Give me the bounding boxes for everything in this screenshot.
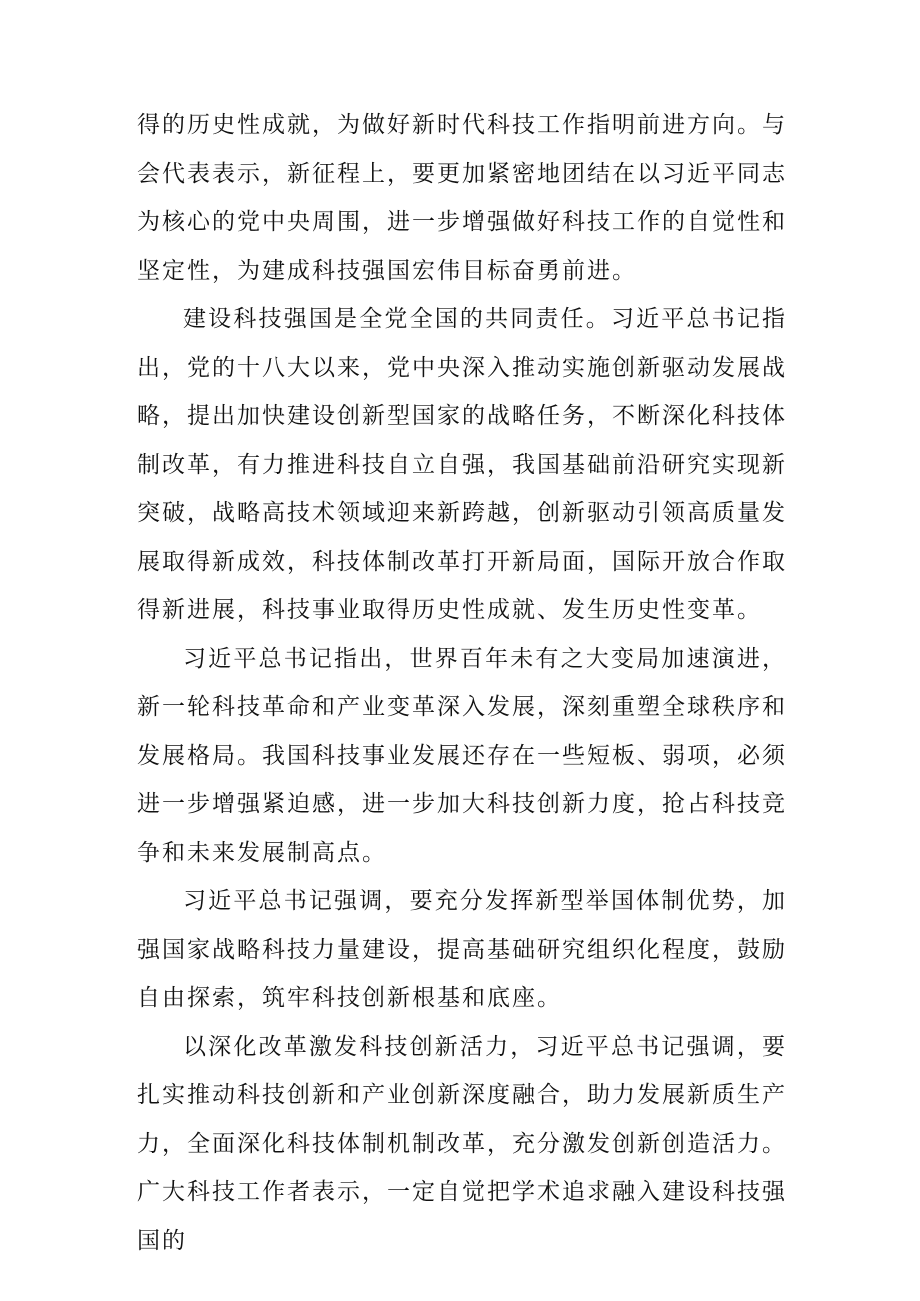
paragraph-global-change: 习近平总书记指出，世界百年未有之大变局加速演进，新一轮科技革命和产业变革深入发展，深刻重塑全球秩序和发展格局。我国科技事业发展还存在一些短板、弱项，必须进一步增强紧迫感，进一步加大科技创新力度，抢占科技竞争和未来发展制高点。 [137, 645, 787, 866]
body-text [137, 101, 787, 1265]
paragraph-responsibility: 建设科技强国是全党全国的共同责任。习近平总书记指出，党的十八大以来，党中央深入推动实施创新驱动发展战略，提出加快建设创新型国家的战略任务，不断深化科技体制改革，有力推进科技自立自强，我国基础前沿研究实现新突破，战略高技术领域迎来新跨越，创新驱动引领高质量发展取得新成效，科技体制改革打开新局面，国际开放合作取得新进展，科技事业取得历史性成就、发生历史性变革。 [137, 306, 787, 623]
paragraph-scientists: 广大科技工作者表示，一定自觉把学术追求融入建设科技强国的 [137, 1179, 787, 1254]
paragraph-national-system: 习近平总书记强调，要充分发挥新型举国体制优势，加强国家战略科技力量建设，提高基础研究组织化程度，鼓励自由探索，筑牢科技创新根基和底座。 [137, 888, 787, 1011]
paragraph-reform: 以深化改革激发科技创新活力，习近平总书记强调，要扎实推动科技创新和产业创新深度融合，助力发展新质生产力，全面深化科技体制机制改革，充分激发创新创造活力。 [137, 1033, 787, 1157]
paragraph-continuation: 得的历史性成就，为做好新时代科技工作指明前进方向。与会代表表示，新征程上，要更加紧密地团结在以习近平同志为核心的党中央周围，进一步增强做好科技工作的自觉性和坚定性，为建成科技强国宏伟目标奋勇前进。 [137, 112, 787, 284]
